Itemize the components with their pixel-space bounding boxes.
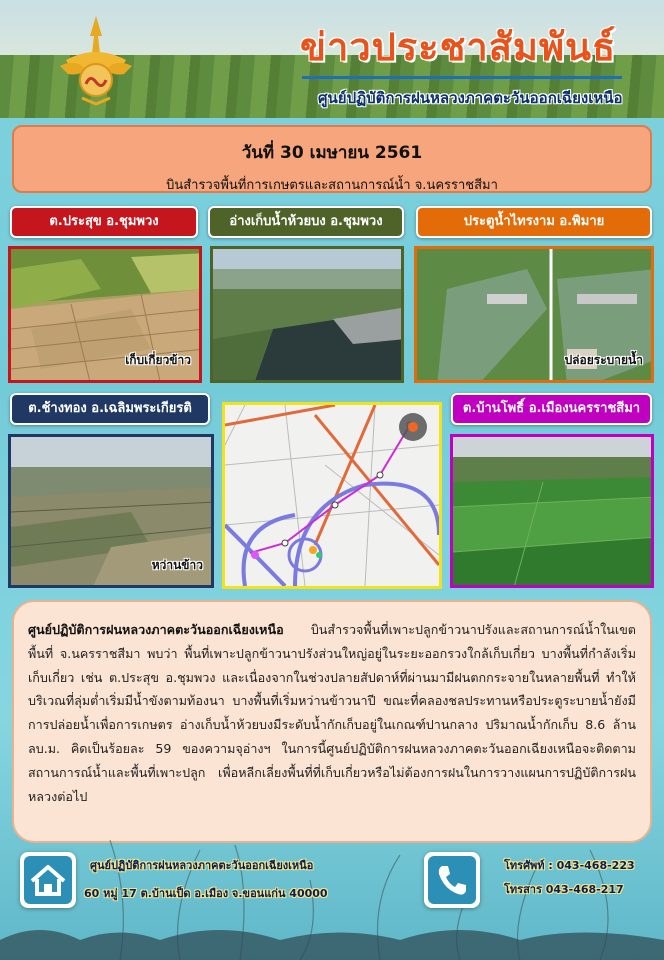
footer-address: 60 หมู่ 17 ต.บ้านเป็ด อ.เมือง จ.ขอนแก่น 40000	[84, 887, 328, 900]
photo-huaybong	[210, 246, 404, 383]
page-subtitle: ศูนย์ปฏิบัติการฝนหลวงภาคตะวันออกเฉียงเหนือ	[318, 89, 623, 107]
location-label-huaybong: อ่างเก็บน้ำห้วยบง อ.ชุมพวง	[208, 206, 404, 238]
home-button[interactable]	[20, 852, 76, 908]
footer-fax: โทรสาร 043-468-217	[504, 883, 624, 896]
photo-banpho	[450, 434, 654, 588]
map-image	[225, 405, 439, 586]
title-underline	[302, 76, 622, 79]
news-lead: ศูนย์ปฏิบัติการฝนหลวงภาคตะวันออกเฉียงเหนือ	[28, 622, 284, 637]
photo-caption-release: ปล่อยระบายน้ำ	[564, 353, 643, 367]
header-banner	[0, 0, 664, 118]
footer-org-name: ศูนย์ปฏิบัติการฝนหลวงภาคตะวันออกเฉียงเหนือ	[90, 859, 314, 872]
flight-route-map	[222, 402, 442, 589]
photo-changthong	[8, 434, 214, 588]
green-field-image	[453, 437, 654, 588]
news-body	[12, 600, 652, 843]
reservoir-image	[213, 249, 404, 383]
photo-prasuk	[8, 246, 202, 383]
date-box	[12, 125, 652, 193]
location-label-prasuk: ต.ประสุข อ.ชุมพวง	[10, 206, 198, 238]
phone-icon	[424, 852, 480, 908]
location-label-saingam: ประตูน้ำไทรงาม อ.พิมาย	[416, 206, 652, 238]
footer-phone: โทรศัพท์ : 043-468-223	[504, 859, 635, 872]
royal-emblem-icon	[56, 14, 136, 106]
page-title: ข่าวประชาสัมพันธ์	[300, 24, 617, 69]
phone-button[interactable]	[424, 852, 480, 908]
photo-caption-sowing: หว่านข้าว	[151, 558, 203, 572]
home-icon	[20, 852, 76, 908]
location-label-changthong: ต.ช้างทอง อ.เฉลิมพระเกียรติ	[10, 393, 210, 425]
location-label-banpho: ต.บ้านโพธิ์ อ.เมืองนครราชสีมา	[451, 393, 652, 425]
photo-saingam	[414, 246, 654, 383]
photo-caption-harvest: เก็บเกี่ยวข้าว	[125, 353, 191, 367]
news-text: บินสำรวจพื้นที่เพาะปลูกข้าวนาปรังและสถานการณ์น้ำในเขตพื้นที่ จ.นครราชสีมา พบว่า พื้นที่เพาะปลูกข้าวนาปรังส่วนใหญ่อยู่ในระยะออกรวงใกล้เก็บเกี่ยว บางพื้นที่กำลังเริ่มเก็บเกี่ยว เช่น ต.ประสุข อ.ชุมพวง และเนื่องจากในช่วงปลายสัปดาห์ที่ผ่านมามีฝนตกกระจายในหลายพื้นที่ ทำให้บริเวณที่ลุ่มต่ำเริ่มมีน้ำขังตามท้องนา บางพื้นที่เริ่มหว่านข้าวนาปี ขณะที่คลองชลประทานหรือประตูระบายน้ำยังมีการปล่อยน้ำเพื่อการเกษตร อ่างเก็บน้ำห้วยบงมีระดับน้ำกักเก็บอยู่ในเกณฑ์ปานกลาง ปริมาณน้ำกักเก็บ 8.6 ล้าน ลบ.ม. คิดเป็นร้อยละ 59 ของความจุอ่างฯ ในการนี้ศูนย์ปฏิบัติการฝนหลวงภาคตะวันออกเฉียงเหนือจะติดตามสถานการณ์น้ำและพื้นที่เพาะปลูก เพื่อหลีกเลี่ยงพื้นที่ที่เก็บเกี่ยวหรือไม่ต้องการฝนในการวางแผนการปฏิบัติการฝนหลวงต่อไป	[28, 622, 636, 804]
date-text: วันที่ 30 เมษายน 2561	[241, 143, 423, 163]
date-description: บินสำรวจพื้นที่การเกษตรและสถานการณ์น้ำ จ.นครราชสีมา	[166, 178, 498, 193]
